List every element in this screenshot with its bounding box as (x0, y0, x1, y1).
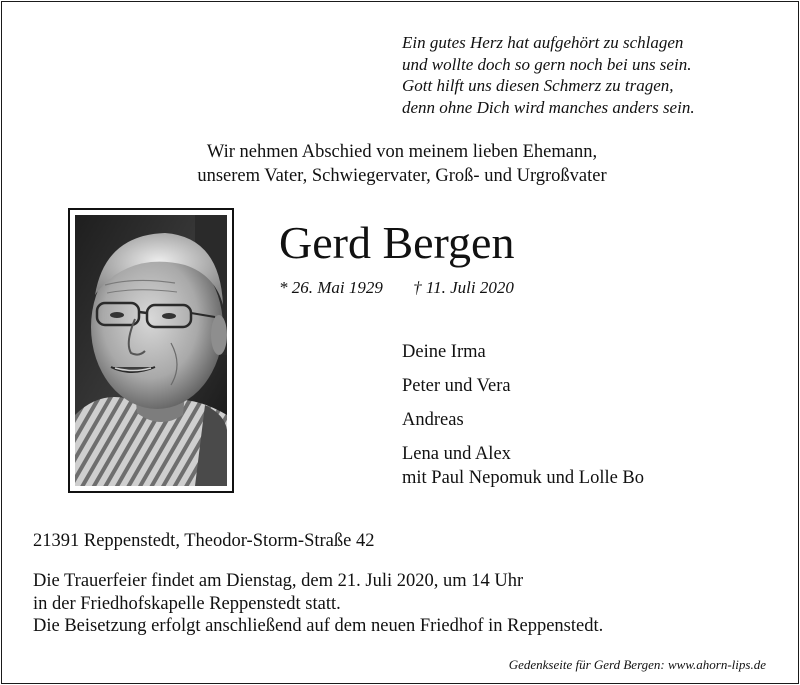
portrait-image (75, 215, 227, 486)
mourner-line: Peter und Vera (402, 376, 511, 396)
service-line: Die Beisetzung erfolgt anschließend auf dem neuen Friedhof in Reppenstedt. (33, 616, 604, 636)
poem-line: Gott hilft uns diesen Schmerz zu tragen, (402, 76, 674, 95)
mourners-list (402, 340, 644, 500)
service-line: Die Trauerfeier findet am Dienstag, dem 21. Juli 2020, um 14 Uhr (33, 571, 524, 591)
death-date: † 11. Juli 2020 (413, 278, 514, 297)
mourner-line: Deine Irma (402, 342, 486, 362)
memorial-poem (402, 32, 695, 118)
mourner-line: Lena und Alex (402, 444, 511, 464)
life-dates (279, 277, 514, 299)
deceased-name: Gerd Bergen (279, 217, 515, 268)
memorial-page-link[interactable]: Gedenkseite für Gerd Bergen: www.ahorn-lips.de (508, 657, 766, 672)
poem-line: Ein gutes Herz hat aufgehört zu schlagen (402, 33, 684, 52)
poem-line: denn ohne Dich wird manches anders sein. (402, 97, 695, 117)
intro-line: unserem Vater, Schwiegervater, Groß- und Urgroßvater (197, 166, 607, 186)
birth-date: * 26. Mai 1929 (279, 278, 383, 297)
funeral-service-info (33, 570, 603, 638)
intro-line: Wir nehmen Abschied von meinem lieben Ehemann, (206, 142, 598, 162)
farewell-intro (2, 140, 800, 188)
mourner-line: Andreas (402, 410, 464, 430)
service-line: in der Friedhofskapelle Reppenstedt statt. (33, 593, 341, 614)
mourner-entry (402, 408, 644, 432)
mourner-entry (402, 374, 644, 398)
family-address: 21391 Reppenstedt, Theodor-Storm-Straße 42 (33, 531, 375, 551)
mourner-entry (402, 442, 644, 490)
portrait-photo (68, 208, 234, 493)
mourner-entry (402, 340, 644, 364)
mourner-line: mit Paul Nepomuk und Lolle Bo (402, 468, 645, 488)
obituary-notice (1, 1, 799, 684)
poem-line: und wollte doch so gern noch bei uns sein. (402, 54, 692, 74)
